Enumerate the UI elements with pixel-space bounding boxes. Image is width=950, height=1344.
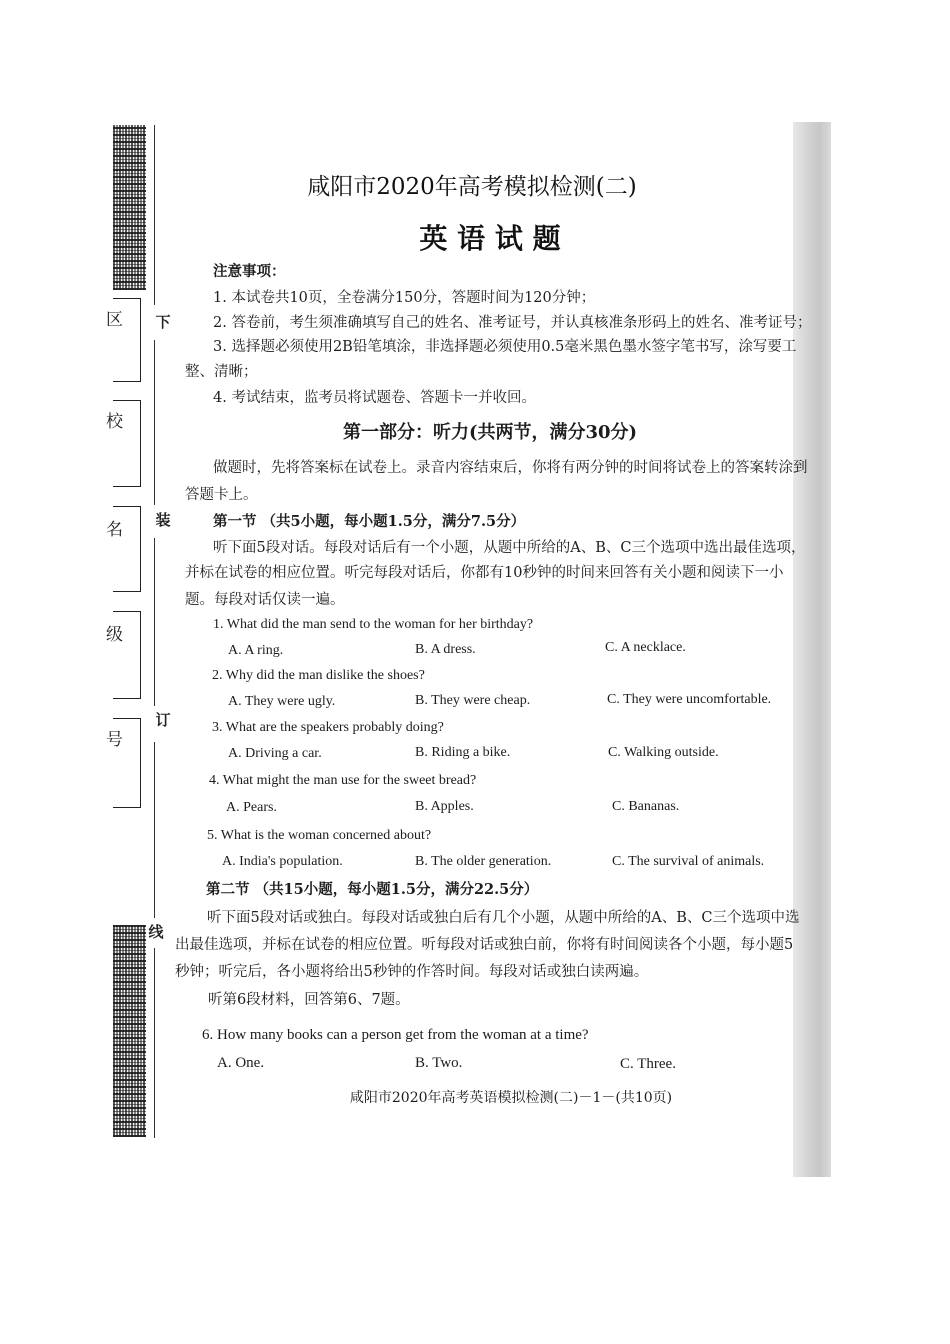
section1-directions-line-3: 题。每段对话仅读一遍。 (185, 592, 345, 608)
question-3-option-b: B. Riding a bike. (415, 745, 511, 760)
info-label-name (106, 519, 133, 541)
exam-title: 咸阳市2020年高考模拟检测(二) (307, 174, 637, 200)
part1-instructions-line-1: 做题时，先将答案标在试卷上。录音内容结束后，你将有两分钟的时间将试卷上的答案转涂到 (213, 460, 808, 476)
binding-line-segment (154, 340, 155, 505)
info-label-text: 级 (106, 625, 123, 645)
question-4-option-c: C. Bananas. (612, 799, 680, 814)
question-2-option-a: A. They were ugly. (228, 694, 336, 709)
section2-directions-line-3: 秒钟；听完后，各小题将给出5秒钟的作答时间。每段对话或独白读两遍。 (175, 964, 649, 980)
notice-item-3-line-1: 3. 选择题必须使用2B铅笔填涂，非选择题必须使用0.5毫米黑色墨水签字笔书写，涂写要工 (213, 339, 797, 355)
question-2-option-c: C. They were uncomfortable. (607, 692, 772, 707)
binding-line-segment (154, 948, 155, 1138)
question-1-option-a: A. A ring. (228, 643, 284, 658)
binding-char-xia: 下 (155, 313, 171, 331)
question-1-option-c: C. A necklace. (605, 640, 686, 655)
info-label-district (106, 309, 133, 331)
part1-title: 第一部分：听力(共两节，满分30分) (342, 422, 638, 443)
binding-line-segment (154, 125, 155, 305)
section2-heading: 第二节 （共15小题，每小题1.5分，满分22.5分） (206, 881, 539, 898)
question-5-option-b: B. The older generation. (415, 854, 552, 869)
section1-directions-line-2: 并标在试卷的相应位置。听完每段对话后，你都有10秒钟的时间来回答有关小题和阅读下一小 (185, 565, 784, 581)
notice-item-2: 2. 答卷前，考生须准确填写自己的姓名、准考证号，并认真核准条形码上的姓名、准考证号； (213, 315, 812, 331)
question-5-option-c: C. The survival of animals. (612, 854, 765, 869)
section1-directions-line-1: 听下面5段对话。每段对话后有一个小题，从题中所给的A、B、C三个选项中选出最佳选项， (213, 540, 806, 556)
question-6-option-c: C. Three. (620, 1056, 676, 1072)
info-label-number (106, 729, 133, 751)
binding-char-xian: 线 (148, 923, 164, 941)
binding-char-zhuang: 装 (155, 511, 171, 529)
question-3-stem: 3. What are the speakers probably doing? (212, 720, 444, 735)
binding-line-segment (154, 742, 155, 918)
question-5-stem: 5. What is the woman concerned about? (207, 828, 432, 843)
notice-item-1: 1. 本试卷共10页，全卷满分150分，答题时间为120分钟； (213, 290, 596, 306)
question-6-stem: 6. How many books can a person get from the woman at a time? (202, 1027, 589, 1043)
question-5-option-a: A. India's population. (222, 854, 343, 869)
info-label-text: 名 (106, 520, 123, 540)
part1-instructions-line-2: 答题卡上。 (185, 487, 258, 503)
exam-subject: 英 语 试 题 (419, 222, 561, 255)
info-label-school (106, 411, 133, 433)
scan-edge-shadow (793, 122, 831, 1177)
notice-item-3-line-2: 整、清晰； (185, 364, 258, 380)
section2-material-note: 听第6段材料，回答第6、7题。 (208, 992, 410, 1008)
question-3-option-a: A. Driving a car. (228, 746, 322, 761)
barcode-pattern-bottom (113, 925, 146, 1137)
binding-char-ding: 订 (155, 711, 171, 729)
question-2-stem: 2. Why did the man dislike the shoes? (212, 668, 425, 683)
notice-heading: 注意事项： (213, 263, 286, 280)
question-1-option-b: B. A dress. (415, 642, 476, 657)
info-label-text: 区 (106, 310, 123, 330)
question-4-option-b: B. Apples. (415, 799, 474, 814)
question-6-option-b: B. Two. (415, 1055, 463, 1071)
section2-directions-line-2: 出最佳选项，并标在试卷的相应位置。听每段对话或独白前，你将有时间阅读各个小题，每小题5 (175, 937, 794, 953)
question-4-option-a: A. Pears. (226, 800, 277, 815)
info-label-class (106, 624, 133, 646)
question-4-stem: 4. What might the man use for the sweet bread? (209, 773, 477, 788)
question-1-stem: 1. What did the man send to the woman for her birthday? (213, 617, 534, 632)
question-6-option-a: A. One. (217, 1055, 265, 1071)
question-3-option-c: C. Walking outside. (608, 745, 719, 760)
notice-item-4: 4. 考试结束，监考员将试题卷、答题卡一并收回。 (213, 390, 536, 406)
info-label-text: 号 (106, 730, 123, 750)
question-2-option-b: B. They were cheap. (415, 693, 531, 708)
section1-heading: 第一节 （共5小题，每小题1.5分，满分7.5分） (213, 513, 526, 530)
info-label-text: 校 (106, 412, 123, 432)
barcode-pattern-top (113, 125, 146, 290)
binding-line-segment (154, 538, 155, 706)
section2-directions-line-1: 听下面5段对话或独白。每段对话或独白后有几个小题，从题中所给的A、B、C三个选项中选 (207, 910, 800, 926)
page-footer: 咸阳市2020年高考英语模拟检测(二)－1－(共10页) (349, 1090, 673, 1106)
